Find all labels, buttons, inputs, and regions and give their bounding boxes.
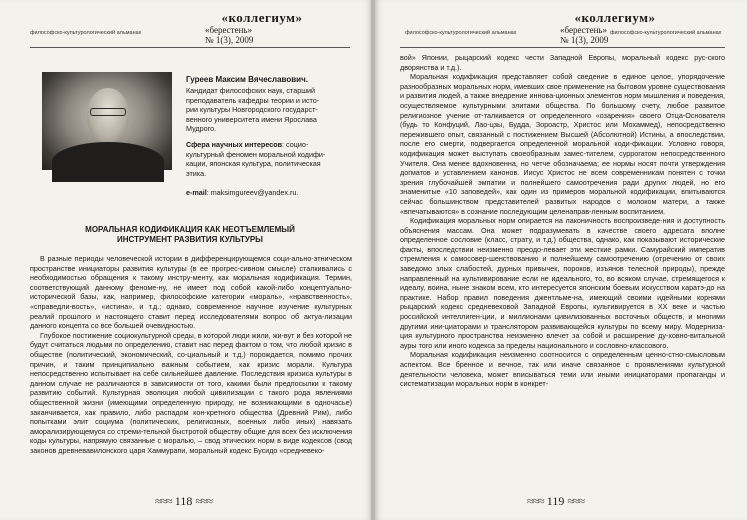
left-header-rule: [30, 47, 350, 48]
author-bio: Кандидат философских наук, старший преподаватель кафедры теории и исто- рии культуры Новгородского государст- венного университета имени Ярослава Мудрого.: [186, 86, 320, 134]
left-page: [0, 0, 372, 520]
left-header-issue: № 1(3), 2009: [205, 35, 254, 45]
author-email: [186, 188, 356, 198]
email-label: e-mail: [186, 188, 207, 198]
paragraph: Кодификация моральных норм опирается на лаконичность воспроизведе-ния и доступность объяснения массам. Она может подразумевать в качестве своего адресата вполне определенное сословие (класс, страту, и т.д.) общества, однако, как показывают исторические факты, впоследствии неизменно преодо-левает эти жесткие рамки. Самурайский императив стремления к самосовер-шенствованию и полнейшему самоотречению (отречению от своих заведомо злых слабостей, дурных привычек, пороков, изъянов телесной природы), прежде направленный на культивирование если не идеального, то, во всяком случае, стремящегося к идеалу, воина, ныне знаком всем, кто интересуется японским боевым искусством каратэ-до на практике. Набор правил поведения джентльме-на, имеющий своими идейными корнями рыцарский кодекс средневековой Западной Европы, культивируется в XX веке и частью российской интеллиген-ции, и миллионами цивилизованных восточных обществ, и многими другими ини-циаторами и транслятором развивающейся культуры по всему миру. Модерниза-ция культурного пространства неизменно влечет за собой и расширение ду-ховно-витальной ауры того или иного кодекса за пределы национального и сословно-классового.: [400, 216, 725, 350]
right-header-rule: [400, 47, 725, 48]
right-header-tagline-left: философско-культурологический альманах: [405, 30, 517, 36]
right-page: [375, 0, 747, 520]
author-photo: [42, 72, 172, 170]
left-header-series: «берестень»: [205, 25, 253, 35]
left-header-brand: «коллегиум»: [221, 10, 303, 25]
right-header-brand: «коллегиум»: [574, 10, 656, 25]
author-block: [186, 75, 356, 198]
interests-label: Сфера научных интересов: [186, 139, 283, 149]
email-link[interactable]: : maksimgureev@yandex.ru.: [206, 188, 299, 198]
author-interests: Сфера научных интересов: социо- культурный феномен моральной кодифи- кации, японская культура, политическая этика.: [186, 139, 326, 178]
left-page-number: ≈≈≈ 118 ≈≈≈: [155, 494, 213, 508]
paragraph: Глубокое постижение социокультурной среды, в которой люди жили, жи-вут и без которой не будут считаться людьми по определению, ставит нас перед фактом о том, что любой кризис в обществе (политический, экономический, со-циальный и т.д.) порождается, помимо прочих причин, и таким принципиально важным событием, как кризис морали. Культура непосредственно испытывает на себе сильнейшее давление. Последствия кризиса культуры в данном случае не различаются в зависимости от того, какими были предпосылки к такому развитию событий. Культурная эволюция любой цивилизации с такого рода явлениями общественной жизни (имеющими определенную природу, не возникающими в одночасье) заканчивается, как правило, либо распадом кон-кретного общества (Древний Рим), либо попытками элит социума (политических, религиозных, военных либо иных) навязать аморализирующемуся со стреми-тельной быстротой обществу общие для всех без исключения коды культуры, напрямую связанные с моралью, – свод этических норм в виде кодексов (свод законов древневавилонского царя Хаммурапи, моральный кодекс Бусидо «средневеко-: [30, 330, 352, 455]
paragraph: Моральная кодификация неизменно соотносится с определенным ценно-стно-смысловым аспектом. Все бренное и вечное, так или иначе связанное с проявлениями культурной деятельности человека, может вписываться теми или иными инициаторами пропаганды и систематизации моральных норм в конкрет-: [400, 350, 725, 389]
right-body-text: [400, 53, 725, 485]
right-header-issue: № 1(3), 2009: [560, 35, 609, 45]
paragraph: В разные периоды человеческой истории в дифференцирующемся соци-ально-этническом пространстве инициаторы развития культуры (в ее прогрес-сивном смысле) сталкивались с необходимостью обращения к такому инстру-менту, как моральная кодификация. Термин, соответствующий данному феноме-ну, не имеет под собой какой-либо концептуально-исторической базы, как, например, философские категории «мораль», «нравственность», «справедли-вость», «истина», и т.д.; однако, современное научное изучение культурных реалий прошлого и настоящего ставит перед исследователями вопрос об актуа-лизации данного концепта со все большей очевидностью.: [30, 254, 352, 331]
right-page-number: ≈≈≈ 119 ≈≈≈: [527, 494, 585, 508]
paragraph: вой» Японии, рыцарский кодекс чести Западной Европы, моральный кодекс рус-ского дворянства и т.д.).: [400, 53, 725, 72]
paragraph: Моральная кодификация представляет собой сведение в единое целое, упорядочение разнообразных моральных норм, имевших свое применение на бытовом уровне существования и развития людей, а также внедрение иннова-ционных элементов норм мышления и поведения, осуществляемое культурными элитами общества. По большому счету, любое развитое религиозное учение от-талкивается от определенного «озарения» своего Отца-Основателя (будь то Конфуций, Лао-цзы, Будда, Зороастр, Христос или Мохаммед), непосредственно пережившего опыт, связанный с постижением Высшей (Абсолютной) Истины, а впоследствии, после его смерти, подвергается определенной моральной коди-фикации. Условно говоря, кодификация может выступать своеобразным замес-тителем, суррогатом непосредственного Учителя. Она менее вдохновенна, но четче обозначаема; ее нормы носят почти утверждения догматов и уставлением канонов. Иисус Христос не всем современникам понятен с точки зрения глубочайшей эмпатии и полнейшего самоотречения ради других людей, но его знаменитые «10 заповедей», как один из примеров моральной кодификации, впитываются сейчас большинством представителей развитых народов с молоком матери, а также «впечатываются» в сознание последующим целенаправ-ленным воспитанием.: [400, 72, 725, 216]
right-header-tagline-right: философско-культурологический альманах: [610, 30, 722, 36]
article-title: МОРАЛЬНАЯ КОДИФИКАЦИЯ КАК НЕОТЪЕМЛЕМЫЙ ИНСТРУМЕНТ РАЗВИТИЯ КУЛЬТУРЫ: [85, 225, 295, 244]
left-header-tagline: философско-культурологический альманах: [30, 30, 142, 36]
author-name: Гуреев Максим Вячеславович.: [186, 75, 308, 84]
right-header-series: «берестень»: [560, 25, 608, 35]
left-body-text: [30, 254, 352, 486]
